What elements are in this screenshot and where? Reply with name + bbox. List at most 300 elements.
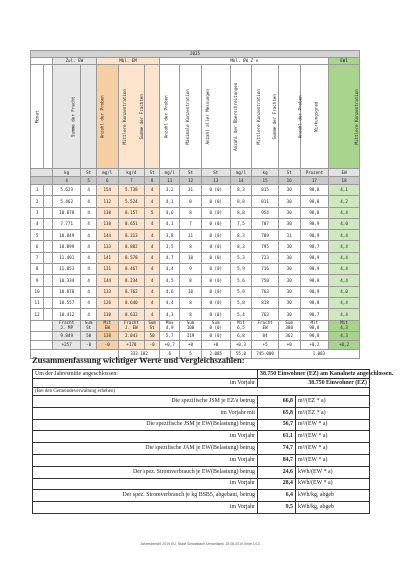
table-cell: 0 (0) xyxy=(202,252,231,263)
totals-cell: 55,0 xyxy=(230,349,252,358)
column-header-label: Anzahl der Proben xyxy=(297,95,303,138)
page-footer: Jahresbericht 2019 EU, Stadt Schwabach Umweltamt: 25.06.2019 Seite 1/13 xyxy=(140,542,260,546)
average-cell: 84 xyxy=(252,331,278,340)
summary-unit: m³/(EZ * a) xyxy=(296,407,370,419)
column-header-label: Anzahl aller Messungen xyxy=(205,88,211,145)
totals-cell: 1.083 xyxy=(278,349,359,358)
table-cell: 98,8 xyxy=(300,297,329,308)
column-number: 12 xyxy=(180,177,202,185)
column-header-label: Mittlere Konzentration xyxy=(255,88,261,145)
year-row xyxy=(31,51,360,58)
column-number: 13 xyxy=(202,177,231,185)
summary-row xyxy=(33,502,370,514)
unit-cell: EW xyxy=(329,169,360,177)
table-cell: 98,7 xyxy=(300,241,329,252)
summary-value: 66,8 xyxy=(258,396,296,408)
table-cell: 5.524 xyxy=(118,196,144,207)
table-cell: 8.234 xyxy=(118,275,144,286)
table-cell: 8.651 xyxy=(118,218,144,229)
column-number: 14 xyxy=(230,177,252,185)
column-header xyxy=(278,65,303,169)
table-cell: 0 (0) xyxy=(202,207,231,218)
column-header-label: Anzahl der Proben xyxy=(100,95,106,138)
summary-value: 9,5 xyxy=(258,502,296,514)
table-cell: 131 xyxy=(96,264,118,275)
column-number: 4 xyxy=(52,177,81,185)
header-monat-label: Monat xyxy=(34,110,40,123)
table-cell: 4 xyxy=(145,252,160,263)
table-cell: 98,8 xyxy=(300,275,329,286)
summary-value: 6,4 xyxy=(258,490,296,502)
table-cell: 112 xyxy=(96,196,118,207)
table-cell: 0 (0) xyxy=(202,196,231,207)
table-cell: 133 xyxy=(96,241,118,252)
summary-unit: kWh/(EW * a) xyxy=(296,478,370,490)
average-cell: 98,8 xyxy=(300,331,329,340)
difference-cell: +0,3 xyxy=(230,340,252,349)
summary-row xyxy=(33,396,370,408)
sum-cell: Fracht J. EW xyxy=(118,320,144,331)
table-cell: 8.578 xyxy=(118,252,144,263)
unit-cell: St xyxy=(145,169,160,177)
table-cell: 30 xyxy=(278,286,300,297)
month-number: 6 xyxy=(31,241,44,252)
table-cell: 8.762 xyxy=(118,286,144,297)
table-cell: 138 xyxy=(96,207,118,218)
column-header-label: Mittlere Konzentration xyxy=(354,88,360,145)
row-blank xyxy=(44,297,53,308)
table-cell: 8.640 xyxy=(118,297,144,308)
table-cell: 30 xyxy=(278,207,300,218)
difference-cell: +257 xyxy=(52,340,81,349)
table-cell: 0 (0) xyxy=(202,275,231,286)
month-number: 7 xyxy=(31,252,44,263)
summary-label: Der spez. Stromverbrauch je kg BSB5, abgebaut, betrug xyxy=(33,490,258,502)
difference-cell: +0,2 xyxy=(300,340,329,349)
month-number: 8 xyxy=(31,264,44,275)
summary-unit: kWh/kg, abgeb xyxy=(296,502,370,514)
row-blank xyxy=(44,230,53,241)
month-number: 3 xyxy=(31,207,44,218)
table-cell: 8 xyxy=(180,297,202,308)
column-number: 16 xyxy=(278,177,300,185)
difference-row xyxy=(31,340,360,349)
table-cell: 10 xyxy=(180,252,202,263)
monthly-data-table xyxy=(30,50,360,359)
average-cell: 5,7 xyxy=(160,331,180,340)
header-monat xyxy=(31,65,44,169)
table-cell: 4,4 xyxy=(160,264,180,275)
column-header-label: Anzahl der Überschreitungen xyxy=(233,82,239,151)
summary-row xyxy=(33,419,370,431)
table-cell: 8 xyxy=(180,275,202,286)
group-blank xyxy=(31,58,53,65)
table-cell: 4,4 xyxy=(160,297,180,308)
table-row xyxy=(31,241,360,252)
table-cell: 5 xyxy=(145,207,160,218)
unit-cell: kg xyxy=(52,169,81,177)
summary-label: Der spez. Stromverbrauch je EW(Belastung) betrug xyxy=(33,466,258,478)
table-cell: 4,4 xyxy=(329,207,360,218)
column-header-label: Summe der Frachten xyxy=(138,93,144,140)
average-cell: 6,8 xyxy=(230,331,252,340)
row-blank xyxy=(44,275,53,286)
table-cell: 30 xyxy=(278,196,300,207)
table-cell: 10.334 xyxy=(52,275,81,286)
table-cell: 0 (0) xyxy=(202,241,231,252)
table-cell: 8,3 xyxy=(230,230,252,241)
previous-year-value: 38.750 Einwohner (EZ) xyxy=(258,379,370,388)
summary-unit: kWh/(EW * a) xyxy=(296,466,370,478)
table-cell: 4,4 xyxy=(329,297,360,308)
table-cell: 4 xyxy=(81,230,96,241)
difference-cell: +0 xyxy=(278,340,300,349)
row-blank xyxy=(44,196,53,207)
table-cell: 30 xyxy=(278,297,300,308)
table-cell: 10.412 xyxy=(52,309,81,320)
table-row xyxy=(31,196,360,207)
summary-title: Zusammenfassung wichtiger Werte und Vergleichszahlen: xyxy=(32,355,245,365)
sum-cell: Mit 6,5 xyxy=(230,320,252,331)
summary-row xyxy=(33,466,370,478)
sum-cell: Sum St xyxy=(81,320,96,331)
summary-unit: m³/(EW * a) xyxy=(296,443,370,455)
table-cell: 31 xyxy=(278,230,300,241)
summary-row xyxy=(33,443,370,455)
column-header xyxy=(300,65,329,169)
sum-cell: Sum St xyxy=(145,320,160,331)
table-cell: 11.053 xyxy=(52,264,81,275)
difference-cell: +0 xyxy=(202,340,231,349)
header-blank xyxy=(44,65,53,169)
average-cell: 2.043 xyxy=(118,331,144,340)
average-cell: 138 xyxy=(96,331,118,340)
table-cell: 98,9 xyxy=(300,230,329,241)
table-cell: 954 xyxy=(252,207,278,218)
table-row xyxy=(31,297,360,308)
table-cell: 4,5 xyxy=(160,275,180,286)
table-cell: 141 xyxy=(96,252,118,263)
table-cell: 709 xyxy=(252,230,278,241)
table-cell: 4 xyxy=(145,241,160,252)
column-number: 15 xyxy=(252,177,278,185)
month-number: 11 xyxy=(31,297,44,308)
table-cell: 8,8 xyxy=(230,207,252,218)
table-cell: 126 xyxy=(96,297,118,308)
table-cell: 4 xyxy=(145,185,160,196)
column-header-label: Mittlere Konzentration xyxy=(121,88,127,145)
table-cell: 723 xyxy=(252,252,278,263)
summary-value: 74,7 xyxy=(258,443,296,455)
summary-label: im Vorjahr xyxy=(33,478,258,490)
table-cell: 0 (0) xyxy=(202,264,231,275)
column-header-label: Wirkungsgrad xyxy=(312,101,318,132)
column-number: 17 xyxy=(300,177,329,185)
row-blank xyxy=(44,218,53,229)
table-cell: 144 xyxy=(96,230,118,241)
column-number: 8 xyxy=(145,177,160,185)
table-cell: 8 xyxy=(180,196,202,207)
summary-row xyxy=(33,431,370,443)
table-cell: 10.878 xyxy=(52,286,81,297)
table-cell: 4,1 xyxy=(329,185,360,196)
average-cell: 50 xyxy=(145,331,160,340)
table-cell: 4 xyxy=(145,297,160,308)
table-cell: 5,8 xyxy=(230,297,252,308)
table-cell: 0 (0) xyxy=(202,309,231,320)
row-blank xyxy=(44,309,53,320)
table-cell: 4 xyxy=(81,185,96,196)
difference-cell: +0,2 xyxy=(329,340,360,349)
totals-cell: 5 xyxy=(180,349,202,358)
table-cell: 30 xyxy=(278,264,300,275)
sum-cell: Mit 4,3 xyxy=(329,320,360,331)
column-number: 6 xyxy=(96,177,118,185)
month-number: 9 xyxy=(31,275,44,286)
difference-cell: -0 xyxy=(145,340,160,349)
connected-row xyxy=(33,370,370,379)
table-cell: 98,9 xyxy=(300,286,329,297)
column-number: 11 xyxy=(160,177,180,185)
unit-cell: mg/l xyxy=(160,169,180,177)
table-cell: 98,8 xyxy=(300,185,329,196)
column-header-row xyxy=(31,65,360,169)
summary-unit: m³/(EW * a) xyxy=(296,419,370,431)
table-cell: 30 xyxy=(278,275,300,286)
table-cell: 8.157 xyxy=(118,207,144,218)
table-cell: 98,9 xyxy=(300,252,329,263)
source-note-row xyxy=(33,388,370,396)
difference-cell: +0,7 xyxy=(160,340,180,349)
table-cell: 0 (0) xyxy=(202,230,231,241)
colnum-blank xyxy=(31,177,53,185)
table-row xyxy=(31,230,360,241)
row-blank xyxy=(44,264,53,275)
table-cell: 4 xyxy=(145,196,160,207)
column-header xyxy=(52,65,81,169)
table-cell: 815 xyxy=(252,185,278,196)
table-cell: 138 xyxy=(96,218,118,229)
table-cell: 4 xyxy=(81,309,96,320)
table-cell: 30 xyxy=(278,252,300,263)
table-cell: 4,7 xyxy=(160,252,180,263)
month-number: 4 xyxy=(31,218,44,229)
unit-cell: mg/l xyxy=(230,169,252,177)
avg-blank xyxy=(31,331,53,340)
table-cell: 4 xyxy=(145,264,160,275)
average-cell: 9.849 xyxy=(52,331,81,340)
table-cell: 98,8 xyxy=(300,207,329,218)
table-cell: 130 xyxy=(96,309,118,320)
table-cell: 8 xyxy=(180,309,202,320)
unit-cell: St xyxy=(202,169,231,177)
table-cell: 4,6 xyxy=(160,207,180,218)
sum-cell: Mit EW xyxy=(96,320,118,331)
average-row xyxy=(31,331,360,340)
table-cell: 716 xyxy=(252,264,278,275)
table-row xyxy=(31,309,360,320)
table-cell: 4,0 xyxy=(329,218,360,229)
group-row xyxy=(31,58,360,65)
table-cell: 750 xyxy=(252,275,278,286)
table-row xyxy=(31,185,360,196)
column-header xyxy=(329,65,360,169)
table-row xyxy=(31,286,360,297)
sum-blank xyxy=(31,320,53,331)
table-cell: 4 xyxy=(81,252,96,263)
month-number: 2 xyxy=(31,196,44,207)
average-cell: 119 xyxy=(180,331,202,340)
table-cell: 30 xyxy=(278,185,300,196)
unit-cell: St xyxy=(278,169,300,177)
table-cell: 4,4 xyxy=(329,252,360,263)
table-cell: 5,3 xyxy=(230,252,252,263)
table-cell: 4 xyxy=(81,297,96,308)
difference-cell: +170 xyxy=(118,340,144,349)
group-ew: Zul. EW xyxy=(52,58,96,65)
summary-label: im Vorjahr mit xyxy=(33,407,258,419)
sum-cell: Sum 0 (0) xyxy=(202,320,231,331)
summary-unit: kWh/kg, abgeb xyxy=(296,490,370,502)
column-header-label: Anzahl der Proben xyxy=(163,95,169,138)
unit-cell: mg/l xyxy=(96,169,118,177)
summary-label: im Vorjahr xyxy=(33,431,258,443)
row-blank xyxy=(44,207,53,218)
totals-cell: 745.000 xyxy=(252,349,278,358)
table-cell: 11.401 xyxy=(52,252,81,263)
unit-cell: Prozent xyxy=(300,169,329,177)
table-cell: 30 xyxy=(278,241,300,252)
column-number-row xyxy=(31,177,360,185)
table-cell: 5,6 xyxy=(230,275,252,286)
table-cell: 8 xyxy=(180,241,202,252)
table-cell: 10.899 xyxy=(52,241,81,252)
table-cell: 154 xyxy=(96,185,118,196)
unit-cell: St xyxy=(180,169,202,177)
table-cell: 4,0 xyxy=(329,286,360,297)
difference-cell: +0 xyxy=(180,340,202,349)
table-cell: 144 xyxy=(96,275,118,286)
table-cell: 4,1 xyxy=(160,218,180,229)
table-cell: 3,5 xyxy=(160,241,180,252)
table-cell: 4 xyxy=(145,309,160,320)
summary-label: im Vorjahr xyxy=(33,454,258,466)
totals-cell: 2.085 xyxy=(202,349,231,358)
table-cell: 8 xyxy=(180,207,202,218)
table-cell: 4,4 xyxy=(329,230,360,241)
table-row xyxy=(31,275,360,286)
summary-value: 61,1 xyxy=(258,431,296,443)
table-cell: 7.771 xyxy=(52,218,81,229)
summary-label-row xyxy=(31,320,360,331)
sum-cell: Sum 100 xyxy=(180,320,202,331)
table-cell: 5.623 xyxy=(52,185,81,196)
month-number: 12 xyxy=(31,309,44,320)
average-cell: 50 xyxy=(81,331,96,340)
table-cell: 7 xyxy=(180,218,202,229)
unit-blank xyxy=(31,169,53,177)
table-cell: 0 (0) xyxy=(202,218,231,229)
table-cell: 811 xyxy=(252,196,278,207)
group-last: EW1 xyxy=(329,58,360,65)
table-cell: 4 xyxy=(145,218,160,229)
table-cell: 30 xyxy=(278,309,300,320)
table-cell: 0 (0) xyxy=(202,286,231,297)
table-cell: 3,8 xyxy=(160,230,180,241)
table-cell: 795 xyxy=(252,241,278,252)
totals-cell: 6 xyxy=(160,349,180,358)
table-cell: 10 xyxy=(180,286,202,297)
summary-label: Die spezifische JSM je EZ/a betrug xyxy=(33,396,258,408)
table-cell: 8,3 xyxy=(230,185,252,196)
average-cell: 0 (0) xyxy=(202,331,231,340)
sum-cell: Fracht J. MP xyxy=(52,320,81,331)
table-cell: 133 xyxy=(96,286,118,297)
table-cell: 5,9 xyxy=(230,286,252,297)
table-cell: 5.462 xyxy=(52,196,81,207)
source-note: (Bei den Gemeindeverwaltung erheben) xyxy=(33,388,370,396)
table-cell: 31 xyxy=(180,185,202,196)
sum-cell: Sum 380 xyxy=(278,320,300,331)
column-number: 7 xyxy=(118,177,144,185)
summary-row xyxy=(33,454,370,466)
table-cell: 0 (0) xyxy=(202,185,231,196)
table-cell: 4 xyxy=(145,286,160,297)
totals-cell: 333.182 xyxy=(118,349,160,358)
table-row xyxy=(31,218,360,229)
table-cell: 10.557 xyxy=(52,297,81,308)
summary-unit: m³/(EW * a) xyxy=(296,454,370,466)
summary-label: Die spezifische JSM je EW(Belastung) betrug xyxy=(33,419,258,431)
table-cell: 0 (0) xyxy=(202,297,231,308)
table-cell: 5,4 xyxy=(230,309,252,320)
table-cell: 4,6 xyxy=(160,286,180,297)
table-cell: 4,4 xyxy=(329,309,360,320)
summary-value: 56,7 xyxy=(258,419,296,431)
table-cell: 98,7 xyxy=(300,309,329,320)
table-cell: 4,4 xyxy=(329,264,360,275)
table-cell: 8.313 xyxy=(118,230,144,241)
difference-cell: -0 xyxy=(96,340,118,349)
column-number: 5 xyxy=(81,177,96,185)
column-header xyxy=(145,65,169,169)
group-mbl2: Mbl. EW Z e xyxy=(160,58,329,65)
table-cell: 707 xyxy=(252,218,278,229)
table-row xyxy=(31,207,360,218)
table-cell: 10.849 xyxy=(52,230,81,241)
table-cell: 8,8 xyxy=(230,196,252,207)
table-cell: 98,9 xyxy=(300,264,329,275)
table-cell: 818 xyxy=(252,297,278,308)
table-cell: 8.882 xyxy=(118,241,144,252)
table-cell: 4 xyxy=(81,207,96,218)
summary-unit: m³/(EZ * a) xyxy=(296,396,370,408)
table-cell: 4 xyxy=(81,196,96,207)
previous-year-connected-row xyxy=(33,379,370,388)
table-cell: 30 xyxy=(278,218,300,229)
row-blank xyxy=(44,185,53,196)
summary-row xyxy=(33,407,370,419)
column-number: 18 xyxy=(329,177,360,185)
previous-year-label: im Vorjahr xyxy=(33,379,258,388)
table-cell: 4,4 xyxy=(329,241,360,252)
table-cell: 3,2 xyxy=(160,185,180,196)
month-number: 1 xyxy=(31,185,44,196)
table-cell: 11 xyxy=(180,230,202,241)
table-cell: 8,3 xyxy=(230,241,252,252)
connected-label: Um der Jahresmitte angeschlossen: xyxy=(33,370,258,379)
unit-cell: St xyxy=(81,169,96,177)
